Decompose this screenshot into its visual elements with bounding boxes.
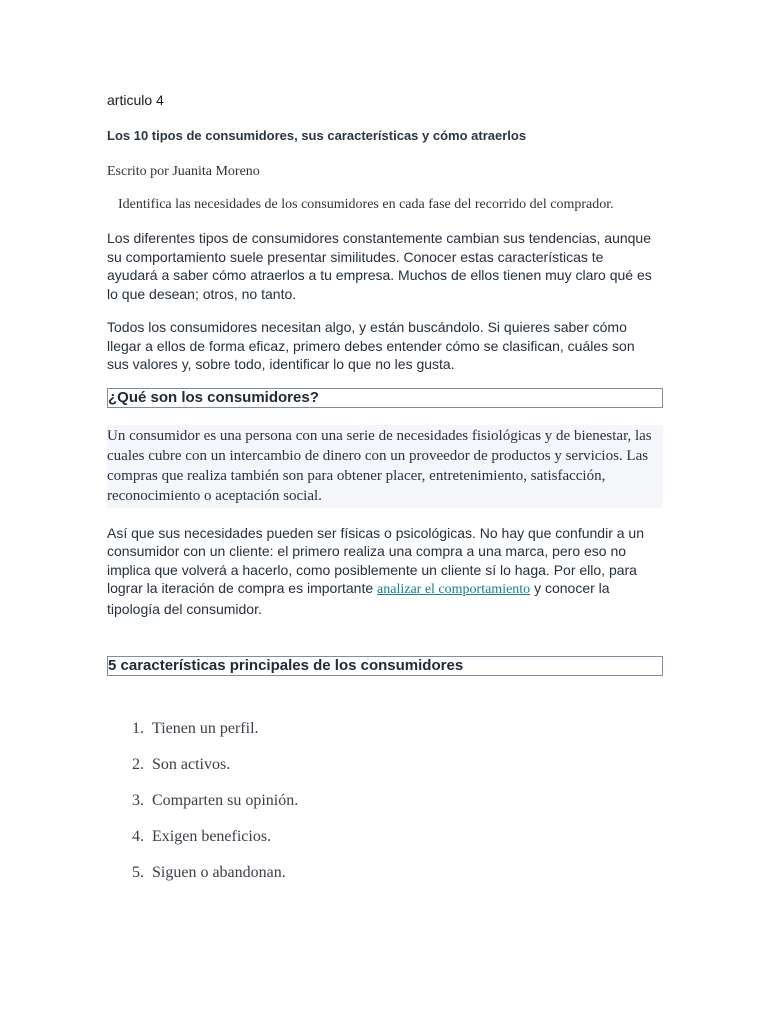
list-item bbox=[107, 755, 663, 774]
byline: Escrito por Juanita Moreno bbox=[107, 164, 260, 179]
article-title: Los 10 tipos de consumidores, sus características y cómo atraerlos bbox=[107, 128, 527, 143]
section-heading-characteristics: 5 características principales de los consumidores bbox=[107, 656, 663, 676]
list-item-text: Tienen un perfil. bbox=[152, 720, 259, 737]
definition-highlight: Un consumidor es una persona con una serie de necesidades fisiológicas y de bienestar, las cuales cubre con un intercambio de dinero con un proveedor de productos y servicios. Las compras que realiza también son para obtener placer, entretenimiento, satisfacción, reconocimiento o aceptación social. bbox=[107, 425, 663, 508]
second-paragraph: Todos los consumidores necesitan algo, y están buscándolo. Si quieres saber cómo llegar a ellos de forma eficaz, primero debes entender cómo se clasifican, cuáles son sus valores y, sobre todo, identificar lo que no les gusta. bbox=[107, 319, 635, 372]
list-item bbox=[107, 719, 663, 738]
list-item bbox=[107, 791, 663, 810]
list-item-text: Exigen beneficios. bbox=[152, 828, 272, 845]
list-item-text: Comparten su opinión. bbox=[152, 792, 299, 809]
section-heading-consumers: ¿Qué son los consumidores? bbox=[107, 388, 663, 408]
article-subtitle: Identifica las necesidades de los consumidores en cada fase del recorrido del comprador. bbox=[118, 197, 614, 212]
document-page bbox=[107, 92, 663, 899]
list-item-number: 2. bbox=[132, 756, 144, 773]
analyze-behavior-link[interactable]: analizar el comportamiento bbox=[377, 582, 531, 597]
list-item-number: 3. bbox=[132, 792, 144, 809]
list-item-number: 5. bbox=[132, 864, 144, 881]
list-item bbox=[107, 863, 663, 882]
list-item-text: Son activos. bbox=[152, 756, 231, 773]
intro-paragraph: Los diferentes tipos de consumidores constantemente cambian sus tendencias, aunque su comportamiento suele presentar similitudes. Conocer estas características te ayudará a saber cómo atraerlos a tu empresa. Muchos de ellos tienen muy claro qué es lo que desean; otros, no tanto. bbox=[107, 230, 652, 302]
characteristics-list bbox=[107, 719, 663, 882]
needs-text-after-link: y conocer la tipología del consumidor. bbox=[107, 580, 610, 617]
needs-text-before-link: Así que sus necesidades pueden ser físicas o psicológicas. No hay que confundir a un consumidor con un cliente: el primero realiza una compra a una marca, pero eso no implica que volverá a hacerlo, como posiblemente un cliente sí lo haga. Por ello, para lograr la iteración de compra es importante bbox=[107, 524, 644, 596]
document-label: articulo 4 bbox=[107, 92, 164, 108]
list-item-number: 4. bbox=[132, 828, 144, 845]
needs-paragraph bbox=[107, 524, 663, 619]
list-item bbox=[107, 827, 663, 846]
list-item-text: Siguen o abandonan. bbox=[152, 864, 286, 881]
list-item-number: 1. bbox=[132, 720, 144, 737]
